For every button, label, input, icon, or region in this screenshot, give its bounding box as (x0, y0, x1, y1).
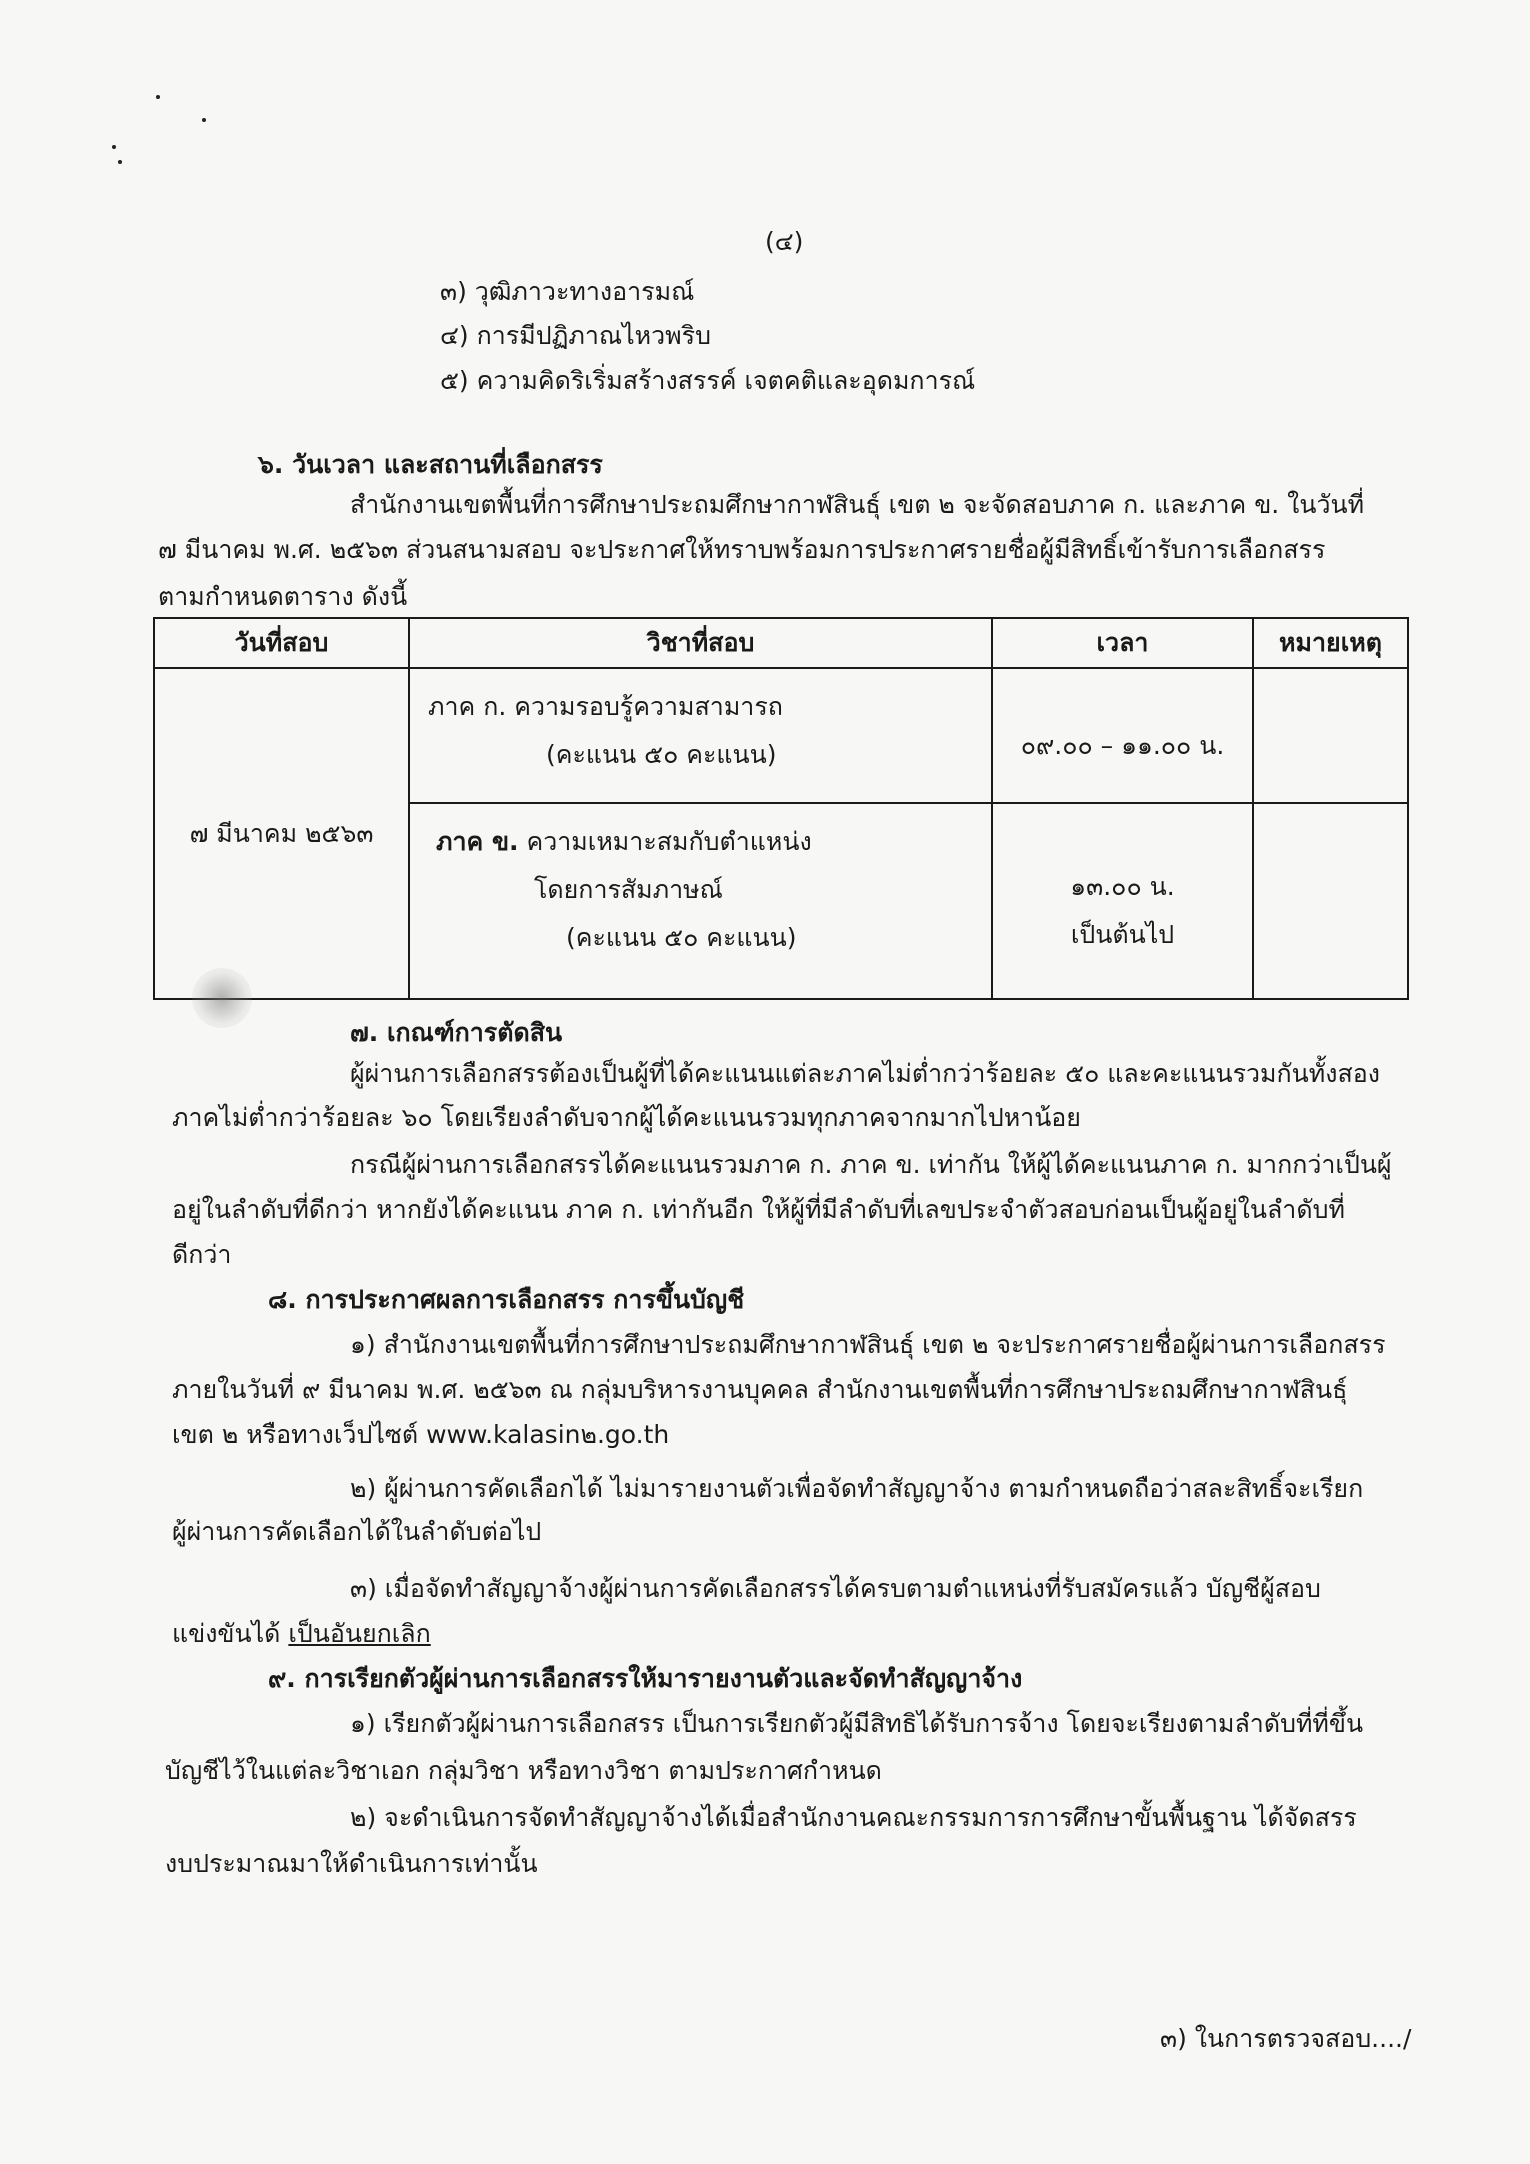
column-header: วิชาที่สอบ (409, 618, 992, 668)
paragraph-line: สำนักงานเขตพื้นที่การศึกษาประถมศึกษากาฬสินธุ์ เขต ๒ จะจัดสอบภาค ก. และภาค ข. ในวันที่ (350, 490, 1365, 519)
time-text: ๐๙.๐๐ – ๑๑.๐๐ น. (1020, 730, 1225, 760)
subject-part-label: ภาค ข. (436, 827, 519, 856)
cancelled-note: เป็นอันยกเลิก (288, 1619, 431, 1648)
time-cell (992, 803, 1253, 999)
subject-title (436, 818, 991, 866)
exam-schedule-table (153, 617, 1409, 1000)
paragraph-line: ตามกำหนดตาราง ดังนี้ (158, 582, 408, 611)
time-text: เป็นต้นไป (1070, 920, 1175, 949)
list-item: ๓) วุฒิภาวะทางอารมณ์ (440, 277, 695, 306)
paragraph-line (172, 1617, 431, 1651)
paragraph-line: ๒) ผู้ผ่านการคัดเลือกได้ ไม่มารายงานตัวเพื่อจัดทำสัญญาจ้าง ตามกำหนดถือว่าสละสิทธิ์จะเรียก (350, 1474, 1364, 1503)
list-item: ๔) การมีปฏิภาณไหวพริบ (440, 321, 711, 350)
exam-date-cell: ๗ มีนาคม ๒๕๖๓ (154, 668, 409, 999)
scan-speck (202, 118, 206, 122)
note-cell (1253, 803, 1408, 999)
subject-method: โดยการสัมภาษณ์ (534, 875, 723, 904)
scan-speck (118, 160, 122, 164)
scan-speck (156, 95, 160, 99)
paragraph-line: เขต ๒ หรือทางเว็ปไซต์ www.kalasin๒.go.th (172, 1420, 670, 1449)
paragraph-line: ๑) สำนักงานเขตพื้นที่การศึกษาประถมศึกษากาฬสินธุ์ เขต ๒ จะประกาศรายชื่อผู้ผ่านการเลือกสรร (350, 1330, 1386, 1359)
table-header-row (154, 618, 1408, 668)
scan-speck (112, 145, 116, 149)
section-heading: ๙. การเรียกตัวผู้ผ่านการเลือกสรรให้มารายงานตัวและจัดทำสัญญาจ้าง (268, 1664, 1023, 1693)
subject-score: (คะแนน ๕๐ คะแนน) (546, 740, 777, 769)
column-header: วันที่สอบ (154, 618, 409, 668)
paragraph-line: ดีกว่า (172, 1240, 232, 1269)
paragraph-line: ภายในวันที่ ๙ มีนาคม พ.ศ. ๒๕๖๓ ณ กลุ่มบริหารงานบุคคล สำนักงานเขตพื้นที่การศึกษาประถมศึกษากาฬสินธุ์ (172, 1375, 1348, 1404)
note-cell (1253, 668, 1408, 803)
time-cell (992, 668, 1253, 803)
subject-score: (คะแนน ๕๐ คะแนน) (566, 923, 797, 952)
subject-cell (409, 668, 992, 803)
time-text: ๑๓.๐๐ น. (1070, 872, 1175, 901)
paragraph-line: ๓) เมื่อจัดทำสัญญาจ้างผู้ผ่านการคัดเลือกสรรได้ครบตามตำแหน่งที่รับสมัครแล้ว บัญชีผู้สอบ (350, 1574, 1321, 1603)
paragraph-line: บัญชีไว้ในแต่ละวิชาเอก กลุ่มวิชา หรือทางวิชา ตามประกาศกำหนด (165, 1756, 882, 1785)
list-item: ๕) ความคิดริเริ่มสร้างสรรค์ เจตคติและอุดมการณ์ (440, 366, 976, 395)
paragraph-line: ผู้ผ่านการคัดเลือกได้ในลำดับต่อไป (172, 1517, 542, 1546)
page-number: (๔) (765, 227, 804, 256)
subject-title: ภาค ก. ความรอบรู้ความสามารถ (428, 692, 783, 721)
scan-smudge (192, 968, 252, 1028)
paragraph-line: ผู้ผ่านการเลือกสรรต้องเป็นผู้ที่ได้คะแนนแต่ละภาคไม่ต่ำกว่าร้อยละ ๕๐ และคะแนนรวมกันทั้งสอง (350, 1059, 1380, 1088)
subject-cell (409, 803, 992, 999)
column-header: หมายเหตุ (1253, 618, 1408, 668)
table-row (154, 668, 1408, 803)
column-header: เวลา (992, 618, 1253, 668)
paragraph-line: ภาคไม่ต่ำกว่าร้อยละ ๖๐ โดยเรียงลำดับจากผู้ได้คะแนนรวมทุกภาคจากมากไปหาน้อย (172, 1103, 1081, 1132)
paragraph-line: ๑) เรียกตัวผู้ผ่านการเลือกสรร เป็นการเรียกตัวผู้มีสิทธิได้รับการจ้าง โดยจะเรียงตามลำดับที่ที่ขึ้น (350, 1709, 1364, 1738)
paragraph-line: ๒) จะดำเนินการจัดทำสัญญาจ้างได้เมื่อสำนักงานคณะกรรมการการศึกษาขั้นพื้นฐาน ได้จัดสรร (350, 1803, 1357, 1832)
paragraph-line: อยู่ในลำดับที่ดีกว่า หากยังได้คะแนน ภาค ก. เท่ากันอีก ให้ผู้ที่มีลำดับที่เลขประจำตัวสอบก่อนเป็นผู้อยู่ในลำดับที่ (172, 1195, 1345, 1224)
paragraph-line: กรณีผู้ผ่านการเลือกสรรได้คะแนนรวมภาค ก. ภาค ข. เท่ากัน ให้ผู้ได้คะแนนภาค ก. มากกว่าเป็นผู้ (350, 1150, 1392, 1179)
section-heading: ๗. เกณฑ์การตัดสิน (350, 1018, 563, 1047)
section-heading: ๘. การประกาศผลการเลือกสรร การขึ้นบัญชี (268, 1285, 745, 1314)
paragraph-text: แข่งขันได้ (172, 1619, 289, 1648)
section-heading: ๖. วันเวลา และสถานที่เลือกสรร (258, 450, 603, 479)
continuation-footer: ๓) ในการตรวจสอบ..../ (1160, 2024, 1412, 2053)
subject-name: ความเหมาะสมกับตำแหน่ง (518, 827, 812, 856)
paragraph-line: งบประมาณมาให้ดำเนินการเท่านั้น (165, 1849, 538, 1878)
paragraph-line: ๗ มีนาคม พ.ศ. ๒๕๖๓ ส่วนสนามสอบ จะประกาศให้ทราบพร้อมการประกาศรายชื่อผู้มีสิทธิ์เข้ารับการเลือกสรร (158, 535, 1326, 564)
